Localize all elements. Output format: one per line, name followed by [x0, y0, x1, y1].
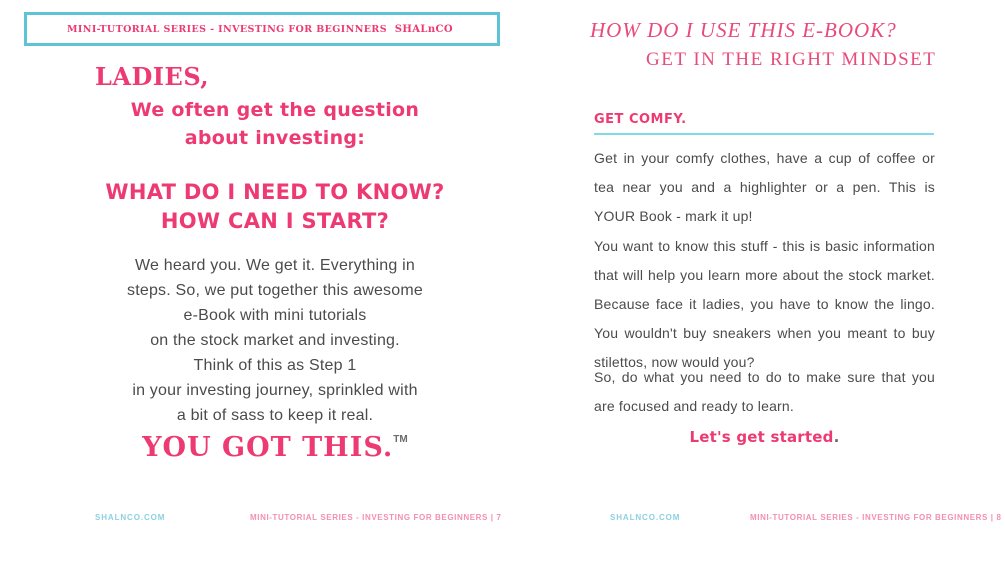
- cta-label: Let's get started: [689, 428, 834, 446]
- cta-period: .: [833, 428, 840, 446]
- question-heading-line2: HOW CAN I START?: [160, 208, 390, 233]
- body-line: steps. So, we put together this awesome: [127, 282, 423, 299]
- section-underline-divider: [594, 133, 934, 135]
- cta-text: [594, 428, 935, 446]
- greeting-text: LADIES,: [95, 62, 210, 91]
- body-line: Think of this as Step 1: [193, 357, 357, 374]
- body-line: in your investing journey, sprinkled with: [132, 382, 418, 399]
- footer-site-text: SHALNCO.COM: [95, 513, 166, 522]
- page-title-line1: HOW DO I USE THIS E-BOOK?: [590, 18, 897, 42]
- footer-series-page-text: MINI-TUTORIAL SERIES - INVESTING FOR BEGINNERS | 8: [750, 513, 1002, 522]
- question-heading: [85, 178, 465, 235]
- page-right: [503, 0, 1005, 565]
- body-line: e-Book with mini tutorials: [183, 307, 367, 324]
- header-box: [24, 12, 500, 46]
- intro-heading-line1: We often get the question: [130, 99, 420, 121]
- page-title-line2: GET IN THE RIGHT MINDSET: [646, 49, 937, 70]
- intro-body-text: [60, 253, 490, 428]
- question-heading-line1: WHAT DO I NEED TO KNOW?: [105, 180, 445, 204]
- footer-series-page-text: MINI-TUTORIAL SERIES - INVESTING FOR BEGINNERS | 7: [250, 513, 502, 522]
- body-line: We heard you. We get it. Everything in: [134, 257, 416, 274]
- body-line: on the stock market and investing.: [150, 332, 400, 349]
- paragraph: Get in your comfy clothes, have a cup of coffee or tea near you and a highlighter or a pen. This is YOUR Book - mark it up!: [594, 150, 935, 224]
- paragraph: So, do what you need to do to make sure that you are focused and ready to learn.: [594, 369, 935, 414]
- section-heading: GET COMFY.: [594, 112, 687, 127]
- body-line: a bit of sass to keep it real.: [176, 407, 374, 424]
- tagline-text: YOU GOT THIS.: [142, 432, 394, 463]
- paragraph: You want to know this stuff - this is basic information that will help you learn more about the stock market. Because face it ladies, you have to know the lingo. You wouldn't buy sneakers when you meant to buy stilettos, now would you?: [594, 238, 935, 370]
- intro-heading: [85, 96, 465, 152]
- tagline-wrap: [60, 432, 490, 463]
- intro-heading-line2: about investing:: [184, 127, 366, 149]
- header-series-label: MINI-TUTORIAL SERIES - INVESTING FOR BEGINNERS: [67, 23, 387, 35]
- footer-site-text: SHALNCO.COM: [610, 513, 681, 522]
- header-brand-label: SHALnCO: [394, 23, 453, 35]
- trademark-symbol: TM: [393, 433, 408, 445]
- page-left: [0, 0, 502, 565]
